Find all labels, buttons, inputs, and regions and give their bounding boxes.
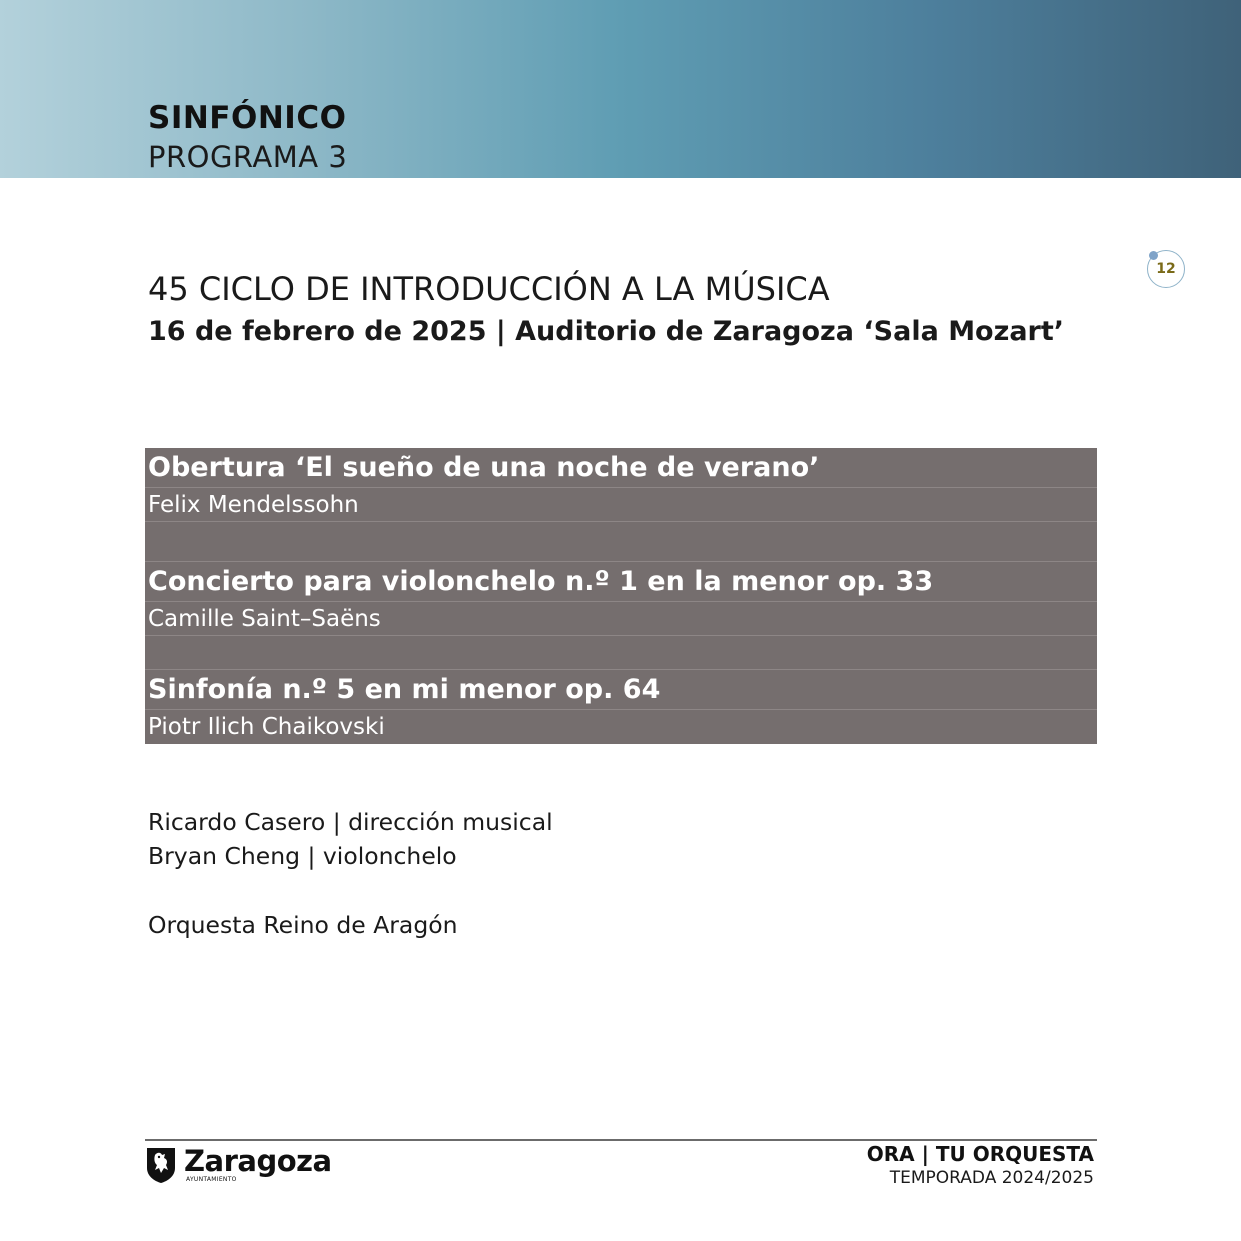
section-title: SINFÓNICO	[148, 100, 347, 136]
orchestra-credit: Orquesta Reino de Aragón	[148, 911, 458, 939]
composer-name: Felix Mendelssohn	[145, 488, 1097, 522]
program-spacer-row	[145, 636, 1097, 670]
credits-gap	[148, 873, 553, 908]
program-subtitle: PROGRAMA 3	[148, 140, 348, 174]
page-number-badge	[1147, 250, 1185, 288]
badge-dot-icon	[1149, 251, 1158, 260]
zaragoza-lion-shield-icon	[146, 1146, 176, 1184]
orchestra-brand: ORA | TU ORQUESTA	[866, 1142, 1094, 1166]
composer-name: Piotr Ilich Chaikovski	[148, 714, 385, 740]
page-number: 12	[1156, 261, 1176, 277]
work-title: Concierto para violonchelo n.º 1 en la menor op. 33	[145, 562, 1097, 602]
performers-credits	[148, 805, 553, 942]
logo-wordmark: Zaragoza	[184, 1144, 332, 1178]
composer-name: Camille Saint–Saëns	[145, 602, 1097, 636]
header-banner	[0, 0, 1241, 178]
logo-subtitle: AYUNTAMIENTO	[186, 1176, 237, 1183]
event-title: 45 CICLO DE INTRODUCCIÓN A LA MÚSICA	[148, 270, 830, 308]
event-date-venue: 16 de febrero de 2025 | Auditorio de Zaragoza ‘Sala Mozart’	[148, 316, 1065, 347]
conductor-credit: Ricardo Casero | dirección musical	[148, 808, 553, 836]
work-title: Obertura ‘El sueño de una noche de verano’	[145, 448, 1097, 488]
soloist-credit: Bryan Cheng | violonchelo	[148, 842, 457, 870]
program-spacer-row	[145, 522, 1097, 562]
work-title: Sinfonía n.º 5 en mi menor op. 64	[145, 670, 1097, 710]
footer-brand	[867, 1142, 1094, 1188]
footer-divider	[145, 1139, 1097, 1141]
program-table	[145, 448, 1097, 744]
zaragoza-logo	[146, 1146, 332, 1184]
season-label: TEMPORADA 2024/2025	[889, 1168, 1094, 1188]
